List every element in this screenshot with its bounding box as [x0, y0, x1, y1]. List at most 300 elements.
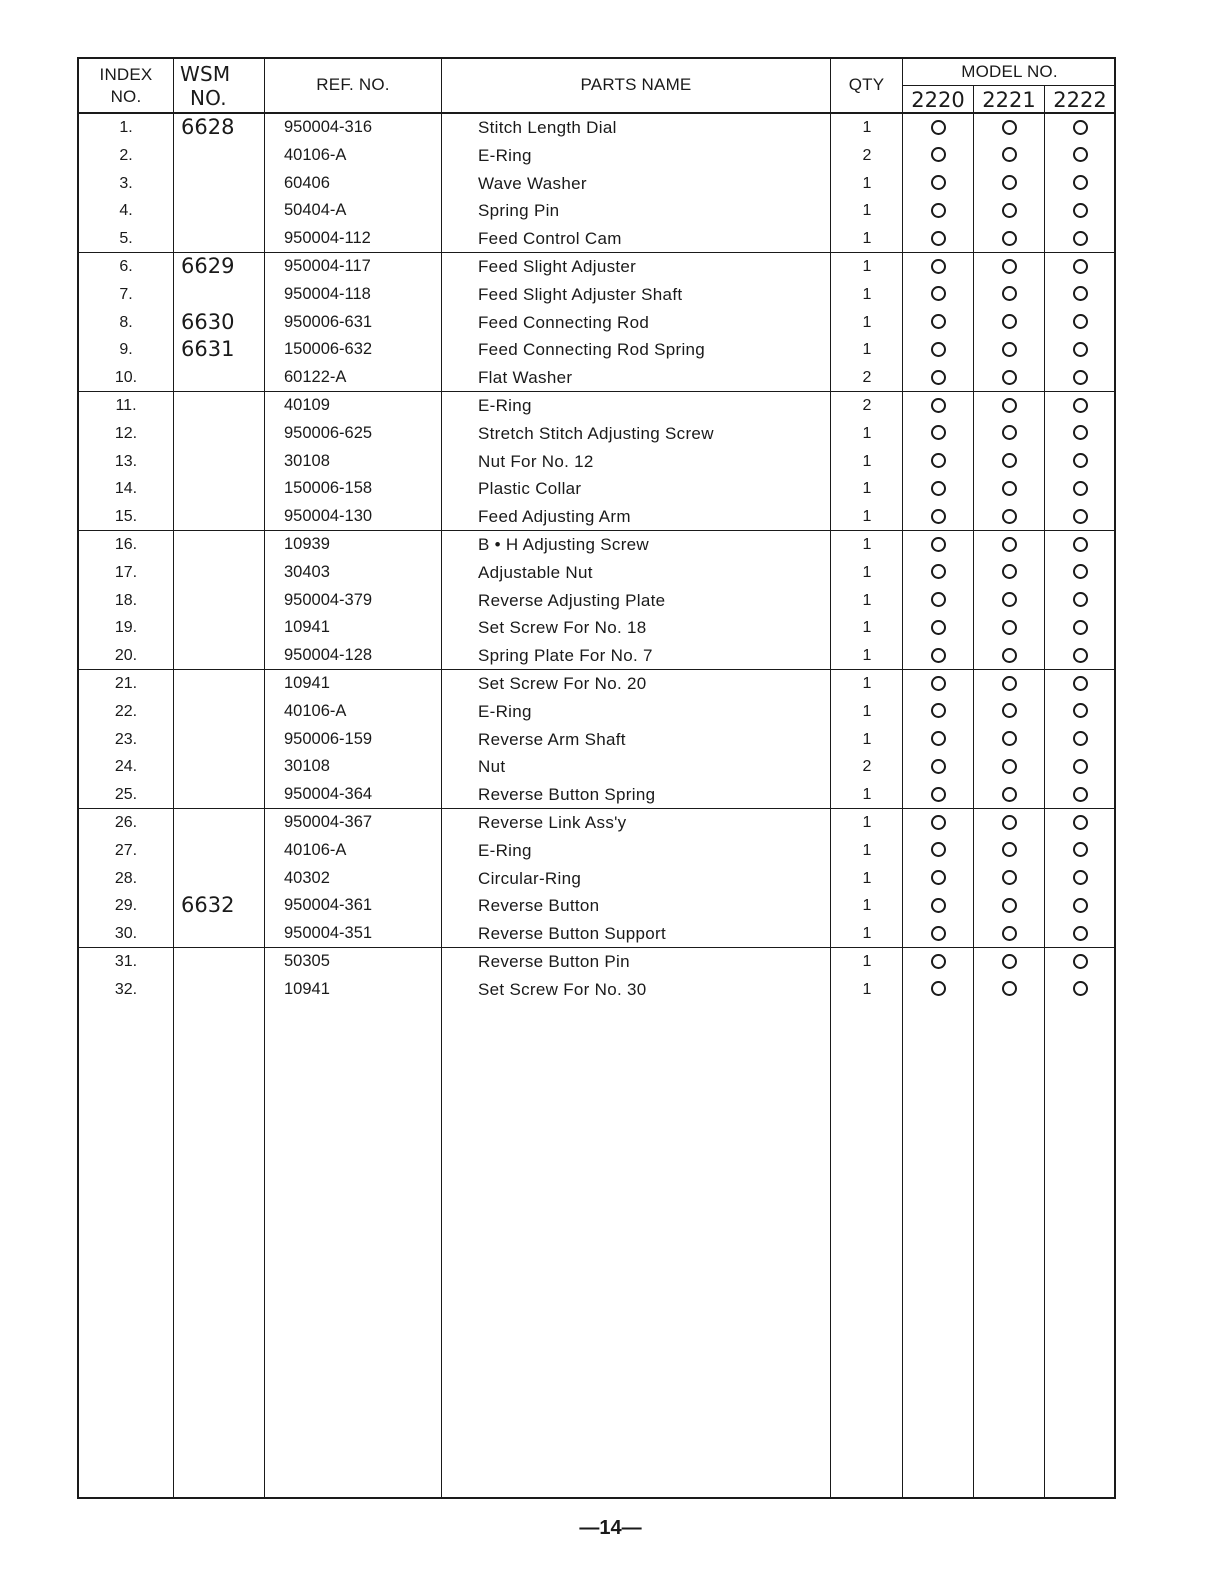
row-ref-no: 30108 — [284, 451, 330, 470]
table-row — [79, 364, 1114, 392]
row-parts-name: Adjustable Nut — [478, 562, 593, 582]
row-qty: 1 — [862, 202, 872, 220]
model-applicable-2220 — [903, 670, 973, 698]
model-applicable-2221 — [974, 197, 1044, 225]
model-applicable-2222 — [1045, 642, 1115, 670]
circle-mark-icon — [931, 926, 946, 941]
model-applicable-2222 — [1045, 920, 1115, 948]
table-row — [79, 948, 1114, 976]
row-ref-no: 950006-159 — [284, 729, 373, 748]
row-parts-name: E-Ring — [478, 145, 532, 165]
circle-mark-icon — [931, 870, 946, 885]
table-row — [79, 309, 1114, 337]
circle-mark-icon — [1002, 231, 1017, 246]
header-wsm-line2: NO. — [190, 86, 227, 110]
model-applicable-2220 — [903, 948, 973, 976]
row-index: 20. — [114, 647, 138, 665]
row-wsm-no — [181, 670, 267, 698]
circle-mark-icon — [1002, 731, 1017, 746]
row-wsm-no — [181, 753, 267, 781]
circle-mark-icon — [1002, 203, 1017, 218]
table-row — [79, 170, 1114, 198]
row-ref-no: 10941 — [284, 979, 330, 998]
circle-mark-icon — [931, 759, 946, 774]
model-applicable-2222 — [1045, 142, 1115, 170]
circle-mark-icon — [1002, 509, 1017, 524]
circle-mark-icon — [1073, 286, 1088, 301]
circle-mark-icon — [1002, 787, 1017, 802]
table-row — [79, 809, 1114, 837]
header-index-line1: INDEX — [99, 65, 153, 84]
circle-mark-icon — [1073, 564, 1088, 579]
model-applicable-2221 — [974, 726, 1044, 754]
model-applicable-2220 — [903, 865, 973, 893]
row-wsm-no — [181, 837, 267, 865]
row-ref-no: 950004-130 — [284, 507, 373, 526]
row-ref-no: 40106-A — [284, 701, 347, 720]
model-applicable-2221 — [974, 281, 1044, 309]
circle-mark-icon — [1073, 592, 1088, 607]
header-model-no: MODEL NO. — [961, 62, 1058, 81]
circle-mark-icon — [1002, 342, 1017, 357]
row-index: 3. — [119, 174, 133, 192]
row-index: 14. — [114, 480, 138, 498]
model-applicable-2222 — [1045, 336, 1115, 364]
row-parts-name: Plastic Collar — [478, 479, 582, 499]
circle-mark-icon — [1002, 703, 1017, 718]
row-qty: 1 — [862, 313, 872, 331]
header-wsm — [174, 62, 264, 110]
model-applicable-2222 — [1045, 698, 1115, 726]
row-wsm-no — [181, 642, 267, 670]
row-wsm-no — [181, 364, 267, 392]
header-qty: QTY — [848, 75, 885, 94]
table-row — [79, 698, 1114, 726]
circle-mark-icon — [931, 648, 946, 663]
header-parts-name: PARTS NAME — [580, 75, 692, 94]
circle-mark-icon — [931, 259, 946, 274]
row-qty: 1 — [862, 925, 872, 943]
circle-mark-icon — [1073, 342, 1088, 357]
circle-mark-icon — [931, 147, 946, 162]
circle-mark-icon — [931, 231, 946, 246]
row-ref-no: 950004-128 — [284, 646, 373, 665]
model-applicable-2221 — [974, 587, 1044, 615]
row-qty: 1 — [862, 563, 872, 581]
row-parts-name: Reverse Button — [478, 896, 600, 916]
model-applicable-2221 — [974, 309, 1044, 337]
row-parts-name: Spring Plate For No. 7 — [478, 646, 653, 666]
circle-mark-icon — [931, 564, 946, 579]
table-row — [79, 336, 1114, 364]
row-index: 9. — [119, 341, 133, 359]
circle-mark-icon — [931, 425, 946, 440]
model-applicable-2220 — [903, 837, 973, 865]
model-applicable-2222 — [1045, 976, 1115, 1004]
circle-mark-icon — [1073, 870, 1088, 885]
circle-mark-icon — [931, 898, 946, 913]
row-index: 10. — [114, 369, 138, 387]
row-index: 24. — [114, 758, 138, 776]
row-qty: 1 — [862, 869, 872, 887]
row-qty: 1 — [862, 258, 872, 275]
row-parts-name: E-Ring — [478, 396, 532, 415]
circle-mark-icon — [1002, 314, 1017, 329]
model-applicable-2222 — [1045, 837, 1115, 865]
circle-mark-icon — [1002, 286, 1017, 301]
table-row — [79, 614, 1114, 642]
circle-mark-icon — [1002, 398, 1017, 413]
row-wsm-no — [181, 976, 267, 1004]
model-applicable-2221 — [974, 475, 1044, 503]
model-applicable-2220 — [903, 781, 973, 809]
circle-mark-icon — [931, 342, 946, 357]
model-applicable-2221 — [974, 364, 1044, 392]
row-parts-name: Stitch Length Dial — [478, 118, 617, 137]
circle-mark-icon — [1073, 537, 1088, 552]
circle-mark-icon — [931, 676, 946, 691]
row-wsm-no — [181, 559, 267, 587]
row-wsm-no — [181, 142, 267, 170]
row-ref-no: 40302 — [284, 868, 330, 887]
row-index: 22. — [114, 702, 138, 720]
table-row — [79, 865, 1114, 893]
circle-mark-icon — [931, 286, 946, 301]
model-applicable-2222 — [1045, 475, 1115, 503]
circle-mark-icon — [1073, 759, 1088, 774]
row-wsm-no — [181, 420, 267, 448]
model-applicable-2222 — [1045, 253, 1115, 281]
row-ref-no: 950006-631 — [284, 312, 373, 331]
circle-mark-icon — [1002, 481, 1017, 496]
model-applicable-2221 — [974, 420, 1044, 448]
model-applicable-2220 — [903, 253, 973, 281]
row-parts-name: Feed Slight Adjuster Shaft — [478, 284, 683, 304]
row-index: 29. — [114, 897, 138, 915]
model-applicable-2222 — [1045, 364, 1115, 392]
row-parts-name: E-Ring — [478, 840, 532, 860]
row-wsm-no — [181, 809, 267, 837]
model-applicable-2222 — [1045, 781, 1115, 809]
row-ref-no: 950004-118 — [284, 284, 371, 303]
model-applicable-2220 — [903, 531, 973, 559]
row-parts-name: Reverse Arm Shaft — [478, 729, 626, 749]
row-qty: 1 — [862, 119, 872, 136]
table-row — [79, 225, 1114, 253]
table-row — [79, 642, 1114, 670]
circle-mark-icon — [931, 481, 946, 496]
row-ref-no: 10939 — [284, 535, 330, 553]
row-wsm-no — [181, 281, 267, 309]
model-applicable-2221 — [974, 837, 1044, 865]
model-applicable-2220 — [903, 392, 973, 420]
model-applicable-2220 — [903, 809, 973, 837]
row-index: 12. — [114, 424, 138, 442]
model-applicable-2220 — [903, 142, 973, 170]
model-applicable-2220 — [903, 281, 973, 309]
row-wsm-no — [181, 920, 267, 948]
row-qty: 1 — [862, 508, 872, 526]
table-row — [79, 142, 1114, 170]
model-applicable-2222 — [1045, 614, 1115, 642]
circle-mark-icon — [931, 509, 946, 524]
header-model-2222: 2222 — [1053, 88, 1107, 112]
row-parts-name: Reverse Button Pin — [478, 952, 630, 971]
row-qty: 1 — [862, 480, 872, 498]
circle-mark-icon — [931, 954, 946, 969]
row-parts-name: Feed Adjusting Arm — [478, 507, 631, 527]
header-model-2220: 2220 — [911, 88, 965, 112]
model-applicable-2221 — [974, 448, 1044, 476]
model-applicable-2220 — [903, 559, 973, 587]
circle-mark-icon — [1002, 259, 1017, 274]
row-parts-name: Set Screw For No. 30 — [478, 979, 647, 999]
circle-mark-icon — [931, 314, 946, 329]
model-applicable-2221 — [974, 781, 1044, 809]
row-index: 28. — [114, 869, 138, 887]
row-parts-name: Feed Connecting Rod Spring — [478, 340, 706, 360]
model-applicable-2221 — [974, 336, 1044, 364]
circle-mark-icon — [1073, 370, 1088, 385]
model-applicable-2222 — [1045, 503, 1115, 531]
row-wsm-no — [181, 587, 267, 615]
circle-mark-icon — [1002, 926, 1017, 941]
circle-mark-icon — [1073, 731, 1088, 746]
model-applicable-2222 — [1045, 225, 1115, 253]
circle-mark-icon — [1073, 481, 1088, 496]
row-parts-name: Reverse Link Ass'y — [478, 813, 627, 832]
model-applicable-2221 — [974, 753, 1044, 781]
row-wsm-no — [181, 781, 267, 809]
row-ref-no: 950004-364 — [284, 785, 373, 804]
model-applicable-2221 — [974, 892, 1044, 920]
row-index: 32. — [114, 980, 138, 998]
circle-mark-icon — [1073, 509, 1088, 524]
circle-mark-icon — [931, 537, 946, 552]
model-applicable-2220 — [903, 698, 973, 726]
model-applicable-2221 — [974, 948, 1044, 976]
circle-mark-icon — [1002, 564, 1017, 579]
model-applicable-2222 — [1045, 726, 1115, 754]
row-qty: 1 — [862, 953, 872, 970]
row-qty: 1 — [862, 702, 872, 720]
table-row — [79, 670, 1114, 698]
row-ref-no: 950004-361 — [284, 896, 373, 915]
circle-mark-icon — [931, 981, 946, 996]
model-applicable-2221 — [974, 670, 1044, 698]
row-index: 17. — [114, 563, 138, 581]
row-qty: 1 — [862, 536, 872, 553]
row-wsm-no: 6629 — [181, 254, 235, 278]
row-wsm-no — [181, 448, 267, 476]
circle-mark-icon — [1073, 120, 1088, 135]
circle-mark-icon — [1002, 759, 1017, 774]
row-ref-no: 50305 — [284, 952, 330, 970]
row-wsm-no — [181, 170, 267, 198]
row-index: 5. — [119, 230, 133, 248]
row-index: 30. — [114, 925, 138, 943]
row-index: 23. — [114, 730, 138, 748]
circle-mark-icon — [1002, 648, 1017, 663]
row-ref-no: 60122-A — [284, 368, 347, 387]
row-index: 6. — [119, 258, 133, 275]
row-index: 31. — [114, 953, 138, 970]
circle-mark-icon — [1002, 453, 1017, 468]
row-wsm-no: 6628 — [181, 115, 235, 139]
row-wsm-no: 6631 — [181, 337, 235, 362]
model-applicable-2222 — [1045, 892, 1115, 920]
row-parts-name: Set Screw For No. 20 — [478, 674, 647, 693]
model-applicable-2220 — [903, 892, 973, 920]
row-parts-name: Nut For No. 12 — [478, 451, 594, 471]
table-row — [79, 503, 1114, 531]
model-applicable-2220 — [903, 448, 973, 476]
table-row — [79, 726, 1114, 754]
row-index: 18. — [114, 591, 138, 609]
table-row — [79, 892, 1114, 920]
circle-mark-icon — [1002, 898, 1017, 913]
circle-mark-icon — [1002, 425, 1017, 440]
model-applicable-2222 — [1045, 420, 1115, 448]
model-applicable-2221 — [974, 642, 1044, 670]
row-wsm-no — [181, 225, 267, 253]
model-applicable-2221 — [974, 531, 1044, 559]
row-qty: 1 — [862, 980, 872, 998]
model-applicable-2221 — [974, 809, 1044, 837]
row-ref-no: 950004-367 — [284, 813, 373, 831]
row-parts-name: Reverse Button Spring — [478, 785, 656, 805]
row-qty: 1 — [862, 730, 872, 748]
circle-mark-icon — [931, 731, 946, 746]
circle-mark-icon — [1002, 870, 1017, 885]
row-index: 1. — [119, 119, 133, 136]
circle-mark-icon — [931, 842, 946, 857]
row-parts-name: B • H Adjusting Screw — [478, 535, 649, 554]
circle-mark-icon — [931, 787, 946, 802]
row-qty: 2 — [862, 397, 872, 414]
circle-mark-icon — [931, 815, 946, 830]
circle-mark-icon — [1073, 703, 1088, 718]
row-qty: 1 — [862, 174, 872, 192]
table-row — [79, 587, 1114, 615]
model-applicable-2222 — [1045, 114, 1115, 142]
row-qty: 2 — [862, 758, 872, 776]
table-row — [79, 753, 1114, 781]
circle-mark-icon — [1073, 981, 1088, 996]
circle-mark-icon — [931, 453, 946, 468]
model-applicable-2220 — [903, 475, 973, 503]
model-applicable-2221 — [974, 392, 1044, 420]
row-qty: 1 — [862, 619, 872, 637]
row-ref-no: 10941 — [284, 674, 330, 692]
circle-mark-icon — [1073, 453, 1088, 468]
row-ref-no: 60406 — [284, 173, 330, 192]
model-applicable-2222 — [1045, 197, 1115, 225]
table-row — [79, 920, 1114, 948]
model-applicable-2220 — [903, 642, 973, 670]
circle-mark-icon — [1002, 815, 1017, 830]
circle-mark-icon — [1073, 259, 1088, 274]
table-row — [79, 976, 1114, 1004]
row-qty: 1 — [862, 786, 872, 804]
row-index: 25. — [114, 786, 138, 804]
model-applicable-2222 — [1045, 587, 1115, 615]
circle-mark-icon — [1002, 175, 1017, 190]
circle-mark-icon — [1073, 231, 1088, 246]
row-ref-no: 950004-351 — [284, 924, 373, 943]
model-applicable-2221 — [974, 225, 1044, 253]
row-qty: 1 — [862, 424, 872, 442]
row-ref-no: 950006-625 — [284, 423, 373, 442]
parts-table — [77, 57, 1116, 1499]
model-applicable-2220 — [903, 976, 973, 1004]
row-parts-name: Feed Connecting Rod — [478, 312, 650, 332]
model-applicable-2220 — [903, 336, 973, 364]
row-index: 27. — [114, 841, 138, 859]
model-applicable-2222 — [1045, 865, 1115, 893]
row-ref-no: 40109 — [284, 396, 330, 414]
row-wsm-no — [181, 726, 267, 754]
circle-mark-icon — [1073, 203, 1088, 218]
row-wsm-no — [181, 698, 267, 726]
header-index — [79, 64, 173, 108]
circle-mark-icon — [1073, 787, 1088, 802]
circle-mark-icon — [1073, 954, 1088, 969]
circle-mark-icon — [1002, 147, 1017, 162]
model-applicable-2220 — [903, 420, 973, 448]
model-applicable-2220 — [903, 587, 973, 615]
row-wsm-no — [181, 392, 267, 420]
circle-mark-icon — [1002, 954, 1017, 969]
model-applicable-2220 — [903, 920, 973, 948]
model-applicable-2222 — [1045, 559, 1115, 587]
circle-mark-icon — [1002, 981, 1017, 996]
model-applicable-2220 — [903, 753, 973, 781]
circle-mark-icon — [1073, 620, 1088, 635]
circle-mark-icon — [1073, 314, 1088, 329]
row-parts-name: E-Ring — [478, 701, 532, 721]
table-row — [79, 281, 1114, 309]
model-applicable-2222 — [1045, 531, 1115, 559]
circle-mark-icon — [931, 175, 946, 190]
row-ref-no: 40106-A — [284, 840, 347, 859]
circle-mark-icon — [1073, 842, 1088, 857]
row-wsm-no — [181, 503, 267, 531]
row-parts-name: Reverse Adjusting Plate — [478, 590, 666, 610]
row-index: 16. — [114, 536, 138, 553]
model-applicable-2220 — [903, 614, 973, 642]
circle-mark-icon — [1073, 398, 1088, 413]
circle-mark-icon — [1002, 370, 1017, 385]
model-applicable-2220 — [903, 225, 973, 253]
row-wsm-no — [181, 197, 267, 225]
model-applicable-2221 — [974, 503, 1044, 531]
row-qty: 1 — [862, 452, 872, 470]
model-applicable-2222 — [1045, 670, 1115, 698]
model-applicable-2221 — [974, 920, 1044, 948]
row-ref-no: 10941 — [284, 618, 330, 637]
row-index: 15. — [114, 508, 138, 526]
table-row — [79, 253, 1114, 281]
row-wsm-no — [181, 865, 267, 893]
circle-mark-icon — [1073, 898, 1088, 913]
circle-mark-icon — [1073, 648, 1088, 663]
row-index: 21. — [114, 675, 138, 692]
model-applicable-2220 — [903, 114, 973, 142]
table-row — [79, 448, 1114, 476]
model-applicable-2220 — [903, 726, 973, 754]
row-parts-name: Stretch Stitch Adjusting Screw — [478, 423, 714, 443]
